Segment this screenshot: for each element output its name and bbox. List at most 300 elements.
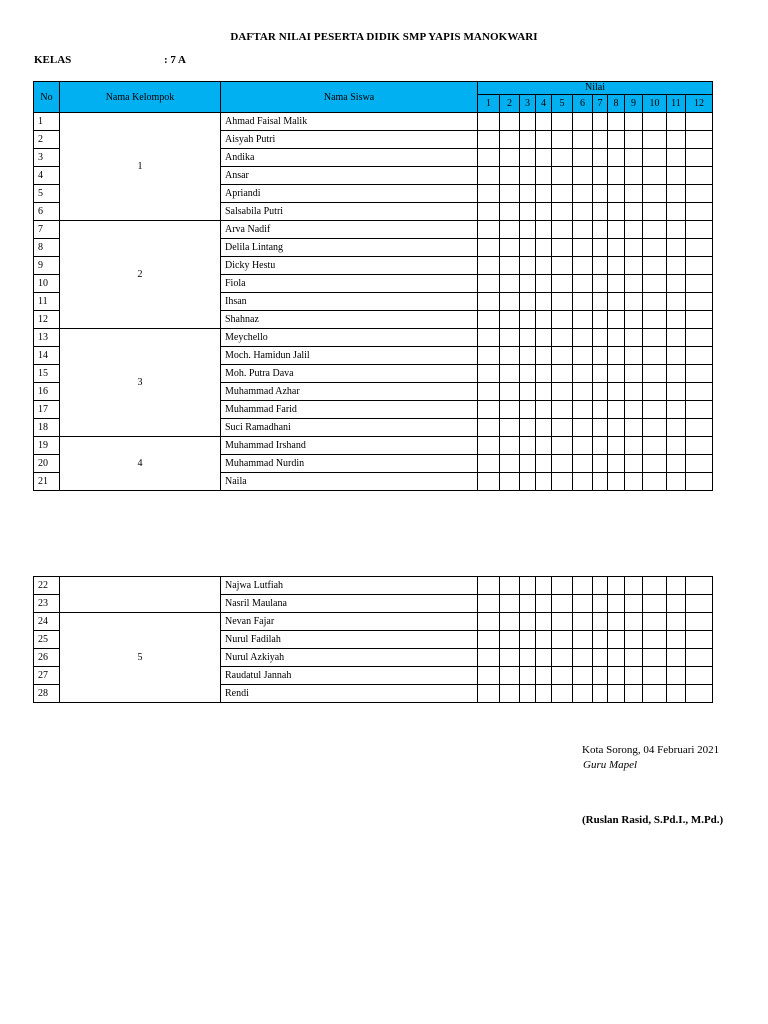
grade-cell[interactable] [608, 131, 625, 149]
grade-cell[interactable] [520, 577, 536, 595]
grade-cell[interactable] [667, 239, 686, 257]
grade-cell[interactable] [625, 329, 643, 347]
grade-cell[interactable] [536, 167, 552, 185]
grade-cell[interactable] [520, 365, 536, 383]
grade-cell[interactable] [520, 685, 536, 703]
grade-cell[interactable] [500, 419, 520, 437]
grade-cell[interactable] [536, 419, 552, 437]
grade-cell[interactable] [686, 595, 713, 613]
grade-cell[interactable] [608, 221, 625, 239]
grade-cell[interactable] [625, 577, 643, 595]
grade-cell[interactable] [593, 595, 608, 613]
grade-cell[interactable] [573, 311, 593, 329]
grade-cell[interactable] [608, 595, 625, 613]
grade-cell[interactable] [643, 293, 667, 311]
grade-cell[interactable] [686, 437, 713, 455]
grade-cell[interactable] [667, 131, 686, 149]
grade-cell[interactable] [520, 221, 536, 239]
grade-cell[interactable] [573, 185, 593, 203]
grade-cell[interactable] [608, 149, 625, 167]
grade-cell[interactable] [573, 437, 593, 455]
grade-cell[interactable] [686, 131, 713, 149]
grade-cell[interactable] [536, 329, 552, 347]
grade-cell[interactable] [552, 631, 573, 649]
grade-cell[interactable] [536, 473, 552, 491]
grade-cell[interactable] [573, 595, 593, 613]
grade-cell[interactable] [478, 275, 500, 293]
grade-cell[interactable] [478, 437, 500, 455]
grade-cell[interactable] [520, 649, 536, 667]
grade-cell[interactable] [643, 577, 667, 595]
grade-cell[interactable] [500, 149, 520, 167]
grade-cell[interactable] [667, 401, 686, 419]
grade-cell[interactable] [643, 167, 667, 185]
grade-cell[interactable] [478, 257, 500, 275]
grade-cell[interactable] [643, 595, 667, 613]
grade-cell[interactable] [686, 257, 713, 275]
grade-cell[interactable] [536, 455, 552, 473]
grade-cell[interactable] [478, 365, 500, 383]
grade-cell[interactable] [573, 419, 593, 437]
grade-cell[interactable] [625, 185, 643, 203]
grade-cell[interactable] [593, 437, 608, 455]
grade-cell[interactable] [593, 347, 608, 365]
grade-cell[interactable] [686, 203, 713, 221]
grade-cell[interactable] [593, 649, 608, 667]
grade-cell[interactable] [573, 613, 593, 631]
grade-cell[interactable] [625, 149, 643, 167]
grade-cell[interactable] [520, 257, 536, 275]
grade-cell[interactable] [478, 167, 500, 185]
grade-cell[interactable] [536, 221, 552, 239]
grade-cell[interactable] [500, 311, 520, 329]
grade-cell[interactable] [643, 329, 667, 347]
grade-cell[interactable] [573, 131, 593, 149]
grade-cell[interactable] [500, 293, 520, 311]
grade-cell[interactable] [608, 437, 625, 455]
grade-cell[interactable] [478, 293, 500, 311]
grade-cell[interactable] [643, 311, 667, 329]
grade-cell[interactable] [667, 685, 686, 703]
grade-cell[interactable] [536, 595, 552, 613]
grade-cell[interactable] [643, 203, 667, 221]
grade-cell[interactable] [536, 149, 552, 167]
grade-cell[interactable] [552, 419, 573, 437]
grade-cell[interactable] [686, 473, 713, 491]
grade-cell[interactable] [667, 185, 686, 203]
grade-cell[interactable] [686, 631, 713, 649]
grade-cell[interactable] [593, 329, 608, 347]
grade-cell[interactable] [625, 203, 643, 221]
grade-cell[interactable] [552, 347, 573, 365]
grade-cell[interactable] [536, 667, 552, 685]
grade-cell[interactable] [520, 167, 536, 185]
grade-cell[interactable] [643, 631, 667, 649]
grade-cell[interactable] [552, 437, 573, 455]
grade-cell[interactable] [625, 685, 643, 703]
grade-cell[interactable] [625, 383, 643, 401]
grade-cell[interactable] [536, 383, 552, 401]
grade-cell[interactable] [478, 577, 500, 595]
grade-cell[interactable] [608, 257, 625, 275]
grade-cell[interactable] [667, 437, 686, 455]
grade-cell[interactable] [686, 149, 713, 167]
grade-cell[interactable] [686, 401, 713, 419]
grade-cell[interactable] [500, 167, 520, 185]
grade-cell[interactable] [573, 203, 593, 221]
grade-cell[interactable] [593, 113, 608, 131]
grade-cell[interactable] [643, 239, 667, 257]
grade-cell[interactable] [573, 275, 593, 293]
grade-cell[interactable] [625, 275, 643, 293]
grade-cell[interactable] [643, 275, 667, 293]
grade-cell[interactable] [536, 401, 552, 419]
grade-cell[interactable] [478, 203, 500, 221]
grade-cell[interactable] [573, 257, 593, 275]
grade-cell[interactable] [536, 311, 552, 329]
grade-cell[interactable] [643, 685, 667, 703]
grade-cell[interactable] [608, 311, 625, 329]
grade-cell[interactable] [686, 239, 713, 257]
grade-cell[interactable] [552, 473, 573, 491]
grade-cell[interactable] [573, 293, 593, 311]
grade-cell[interactable] [608, 685, 625, 703]
grade-cell[interactable] [478, 419, 500, 437]
grade-cell[interactable] [478, 383, 500, 401]
grade-cell[interactable] [520, 131, 536, 149]
grade-cell[interactable] [478, 347, 500, 365]
grade-cell[interactable] [500, 437, 520, 455]
grade-cell[interactable] [686, 365, 713, 383]
grade-cell[interactable] [536, 185, 552, 203]
grade-cell[interactable] [536, 649, 552, 667]
grade-cell[interactable] [593, 577, 608, 595]
grade-cell[interactable] [593, 383, 608, 401]
grade-cell[interactable] [500, 685, 520, 703]
grade-cell[interactable] [593, 631, 608, 649]
grade-cell[interactable] [625, 613, 643, 631]
grade-cell[interactable] [667, 257, 686, 275]
grade-cell[interactable] [686, 455, 713, 473]
grade-cell[interactable] [536, 131, 552, 149]
grade-cell[interactable] [478, 631, 500, 649]
grade-cell[interactable] [643, 383, 667, 401]
grade-cell[interactable] [686, 577, 713, 595]
grade-cell[interactable] [536, 257, 552, 275]
grade-cell[interactable] [552, 185, 573, 203]
grade-cell[interactable] [573, 667, 593, 685]
grade-cell[interactable] [552, 293, 573, 311]
grade-cell[interactable] [536, 239, 552, 257]
grade-cell[interactable] [552, 455, 573, 473]
grade-cell[interactable] [500, 329, 520, 347]
grade-cell[interactable] [625, 595, 643, 613]
grade-cell[interactable] [478, 685, 500, 703]
grade-cell[interactable] [500, 401, 520, 419]
grade-cell[interactable] [608, 577, 625, 595]
grade-cell[interactable] [552, 221, 573, 239]
grade-cell[interactable] [478, 131, 500, 149]
grade-cell[interactable] [573, 383, 593, 401]
grade-cell[interactable] [593, 167, 608, 185]
grade-cell[interactable] [552, 149, 573, 167]
grade-cell[interactable] [608, 455, 625, 473]
grade-cell[interactable] [520, 419, 536, 437]
grade-cell[interactable] [573, 473, 593, 491]
grade-cell[interactable] [608, 365, 625, 383]
grade-cell[interactable] [643, 149, 667, 167]
grade-cell[interactable] [608, 113, 625, 131]
grade-cell[interactable] [500, 455, 520, 473]
grade-cell[interactable] [520, 293, 536, 311]
grade-cell[interactable] [608, 203, 625, 221]
grade-cell[interactable] [593, 365, 608, 383]
grade-cell[interactable] [520, 667, 536, 685]
grade-cell[interactable] [520, 347, 536, 365]
grade-cell[interactable] [593, 613, 608, 631]
grade-cell[interactable] [573, 347, 593, 365]
grade-cell[interactable] [625, 311, 643, 329]
grade-cell[interactable] [573, 221, 593, 239]
grade-cell[interactable] [625, 631, 643, 649]
grade-cell[interactable] [667, 383, 686, 401]
grade-cell[interactable] [478, 185, 500, 203]
grade-cell[interactable] [686, 185, 713, 203]
grade-cell[interactable] [608, 649, 625, 667]
grade-cell[interactable] [500, 203, 520, 221]
grade-cell[interactable] [552, 131, 573, 149]
grade-cell[interactable] [552, 577, 573, 595]
grade-cell[interactable] [536, 577, 552, 595]
grade-cell[interactable] [643, 473, 667, 491]
grade-cell[interactable] [625, 437, 643, 455]
grade-cell[interactable] [536, 613, 552, 631]
grade-cell[interactable] [608, 185, 625, 203]
grade-cell[interactable] [593, 185, 608, 203]
grade-cell[interactable] [573, 365, 593, 383]
grade-cell[interactable] [552, 365, 573, 383]
grade-cell[interactable] [500, 473, 520, 491]
grade-cell[interactable] [667, 631, 686, 649]
grade-cell[interactable] [520, 437, 536, 455]
grade-cell[interactable] [536, 275, 552, 293]
grade-cell[interactable] [478, 595, 500, 613]
grade-cell[interactable] [593, 149, 608, 167]
grade-cell[interactable] [520, 473, 536, 491]
grade-cell[interactable] [478, 311, 500, 329]
grade-cell[interactable] [552, 667, 573, 685]
grade-cell[interactable] [643, 113, 667, 131]
grade-cell[interactable] [520, 401, 536, 419]
grade-cell[interactable] [625, 113, 643, 131]
grade-cell[interactable] [625, 649, 643, 667]
grade-cell[interactable] [625, 293, 643, 311]
grade-cell[interactable] [608, 329, 625, 347]
grade-cell[interactable] [608, 401, 625, 419]
grade-cell[interactable] [667, 649, 686, 667]
grade-cell[interactable] [552, 401, 573, 419]
grade-cell[interactable] [500, 185, 520, 203]
grade-cell[interactable] [593, 257, 608, 275]
grade-cell[interactable] [520, 311, 536, 329]
grade-cell[interactable] [500, 595, 520, 613]
grade-cell[interactable] [536, 293, 552, 311]
grade-cell[interactable] [667, 221, 686, 239]
grade-cell[interactable] [667, 275, 686, 293]
grade-cell[interactable] [686, 667, 713, 685]
grade-cell[interactable] [667, 613, 686, 631]
grade-cell[interactable] [593, 473, 608, 491]
grade-cell[interactable] [478, 401, 500, 419]
grade-cell[interactable] [608, 275, 625, 293]
grade-cell[interactable] [478, 613, 500, 631]
grade-cell[interactable] [593, 401, 608, 419]
grade-cell[interactable] [478, 149, 500, 167]
grade-cell[interactable] [608, 239, 625, 257]
grade-cell[interactable] [552, 113, 573, 131]
grade-cell[interactable] [536, 365, 552, 383]
grade-cell[interactable] [520, 383, 536, 401]
grade-cell[interactable] [686, 383, 713, 401]
grade-cell[interactable] [500, 257, 520, 275]
grade-cell[interactable] [667, 365, 686, 383]
grade-cell[interactable] [478, 649, 500, 667]
grade-cell[interactable] [667, 667, 686, 685]
grade-cell[interactable] [686, 113, 713, 131]
grade-cell[interactable] [667, 347, 686, 365]
grade-cell[interactable] [573, 167, 593, 185]
grade-cell[interactable] [593, 275, 608, 293]
grade-cell[interactable] [520, 113, 536, 131]
grade-cell[interactable] [608, 631, 625, 649]
grade-cell[interactable] [667, 419, 686, 437]
grade-cell[interactable] [500, 275, 520, 293]
grade-cell[interactable] [667, 595, 686, 613]
grade-cell[interactable] [686, 329, 713, 347]
grade-cell[interactable] [667, 167, 686, 185]
grade-cell[interactable] [667, 329, 686, 347]
grade-cell[interactable] [552, 203, 573, 221]
grade-cell[interactable] [643, 419, 667, 437]
grade-cell[interactable] [686, 293, 713, 311]
grade-cell[interactable] [573, 649, 593, 667]
grade-cell[interactable] [643, 649, 667, 667]
grade-cell[interactable] [573, 149, 593, 167]
grade-cell[interactable] [500, 365, 520, 383]
grade-cell[interactable] [625, 473, 643, 491]
grade-cell[interactable] [500, 649, 520, 667]
grade-cell[interactable] [686, 221, 713, 239]
grade-cell[interactable] [500, 577, 520, 595]
grade-cell[interactable] [552, 239, 573, 257]
grade-cell[interactable] [520, 631, 536, 649]
grade-cell[interactable] [520, 595, 536, 613]
grade-cell[interactable] [500, 383, 520, 401]
grade-cell[interactable] [643, 437, 667, 455]
grade-cell[interactable] [478, 113, 500, 131]
grade-cell[interactable] [573, 239, 593, 257]
grade-cell[interactable] [478, 455, 500, 473]
grade-cell[interactable] [500, 131, 520, 149]
grade-cell[interactable] [608, 293, 625, 311]
grade-cell[interactable] [520, 329, 536, 347]
grade-cell[interactable] [625, 257, 643, 275]
grade-cell[interactable] [552, 167, 573, 185]
grade-cell[interactable] [478, 473, 500, 491]
grade-cell[interactable] [643, 221, 667, 239]
grade-cell[interactable] [520, 455, 536, 473]
grade-cell[interactable] [667, 455, 686, 473]
grade-cell[interactable] [625, 419, 643, 437]
grade-cell[interactable] [625, 131, 643, 149]
grade-cell[interactable] [536, 437, 552, 455]
grade-cell[interactable] [667, 113, 686, 131]
grade-cell[interactable] [536, 685, 552, 703]
grade-cell[interactable] [593, 203, 608, 221]
grade-cell[interactable] [520, 239, 536, 257]
grade-cell[interactable] [608, 667, 625, 685]
grade-cell[interactable] [686, 275, 713, 293]
grade-cell[interactable] [643, 613, 667, 631]
grade-cell[interactable] [552, 595, 573, 613]
grade-cell[interactable] [686, 649, 713, 667]
grade-cell[interactable] [643, 401, 667, 419]
grade-cell[interactable] [643, 347, 667, 365]
grade-cell[interactable] [667, 311, 686, 329]
grade-cell[interactable] [643, 455, 667, 473]
grade-cell[interactable] [478, 329, 500, 347]
grade-cell[interactable] [608, 383, 625, 401]
grade-cell[interactable] [625, 221, 643, 239]
grade-cell[interactable] [552, 613, 573, 631]
grade-cell[interactable] [573, 329, 593, 347]
grade-cell[interactable] [500, 613, 520, 631]
grade-cell[interactable] [667, 149, 686, 167]
grade-cell[interactable] [625, 401, 643, 419]
grade-cell[interactable] [536, 347, 552, 365]
grade-cell[interactable] [552, 383, 573, 401]
grade-cell[interactable] [667, 473, 686, 491]
grade-cell[interactable] [573, 685, 593, 703]
grade-cell[interactable] [593, 293, 608, 311]
grade-cell[interactable] [552, 329, 573, 347]
grade-cell[interactable] [478, 667, 500, 685]
grade-cell[interactable] [573, 401, 593, 419]
grade-cell[interactable] [625, 667, 643, 685]
grade-cell[interactable] [536, 631, 552, 649]
grade-cell[interactable] [552, 311, 573, 329]
grade-cell[interactable] [593, 221, 608, 239]
grade-cell[interactable] [536, 203, 552, 221]
grade-cell[interactable] [643, 257, 667, 275]
grade-cell[interactable] [593, 685, 608, 703]
grade-cell[interactable] [608, 473, 625, 491]
grade-cell[interactable] [593, 419, 608, 437]
grade-cell[interactable] [520, 613, 536, 631]
grade-cell[interactable] [478, 239, 500, 257]
grade-cell[interactable] [552, 275, 573, 293]
grade-cell[interactable] [478, 221, 500, 239]
grade-cell[interactable] [573, 577, 593, 595]
grade-cell[interactable] [500, 347, 520, 365]
grade-cell[interactable] [520, 275, 536, 293]
grade-cell[interactable] [643, 185, 667, 203]
grade-cell[interactable] [573, 455, 593, 473]
grade-cell[interactable] [593, 311, 608, 329]
grade-cell[interactable] [667, 203, 686, 221]
grade-cell[interactable] [520, 185, 536, 203]
grade-cell[interactable] [625, 239, 643, 257]
